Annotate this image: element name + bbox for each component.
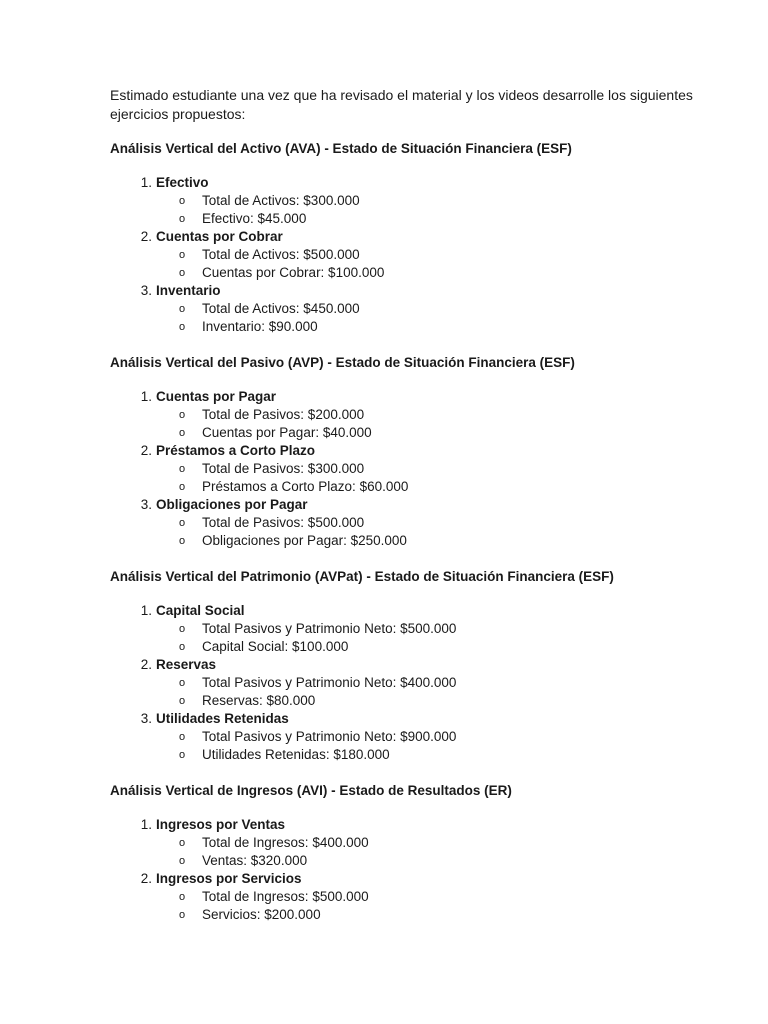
detail-text: Préstamos a Corto Plazo: $60.000 <box>202 479 409 494</box>
detail-item <box>156 834 728 852</box>
detail-list <box>156 514 728 550</box>
detail-text: Reservas: $80.000 <box>202 693 316 708</box>
detail-text: Total de Activos: $500.000 <box>202 247 360 262</box>
detail-text: Total de Ingresos: $500.000 <box>202 889 369 904</box>
detail-item <box>156 246 728 264</box>
circle-bullet-icon: o <box>179 463 186 475</box>
detail-list <box>156 888 728 924</box>
section-title: Análisis Vertical del Pasivo (AVP) - Estado de Situación Financiera (ESF) <box>110 355 575 370</box>
exercise-number: 1. <box>140 817 152 832</box>
circle-bullet-icon: o <box>179 517 186 529</box>
detail-item <box>156 638 728 656</box>
detail-list <box>156 300 728 336</box>
detail-text: Cuentas por Pagar: $40.000 <box>202 425 372 440</box>
exercise-number: 2. <box>140 443 152 458</box>
exercise-item <box>110 816 728 870</box>
circle-bullet-icon: o <box>179 695 186 707</box>
detail-text: Ventas: $320.000 <box>202 853 308 868</box>
exercise-number: 3. <box>140 711 152 726</box>
exercise-number: 2. <box>140 229 152 244</box>
detail-item <box>156 460 728 478</box>
exercise-number: 3. <box>140 497 152 512</box>
detail-text: Total de Pasivos: $500.000 <box>202 515 365 530</box>
detail-text: Obligaciones por Pagar: $250.000 <box>202 533 407 548</box>
detail-text: Total Pasivos y Patrimonio Neto: $500.000 <box>202 621 457 636</box>
detail-list <box>156 834 728 870</box>
section-title: Análisis Vertical del Activo (AVA) - Estado de Situación Financiera (ESF) <box>110 141 572 156</box>
exercise-name: Ingresos por Ventas <box>156 817 286 832</box>
exercise-number: 2. <box>140 657 152 672</box>
detail-item <box>156 300 728 318</box>
circle-bullet-icon: o <box>179 249 186 261</box>
exercise-number: 1. <box>140 175 152 190</box>
detail-item <box>156 888 728 906</box>
circle-bullet-icon: o <box>179 321 186 333</box>
exercise-list <box>110 388 728 550</box>
detail-text: Total de Pasivos: $300.000 <box>202 461 365 476</box>
exercise-heading <box>140 442 728 460</box>
exercise-list <box>110 602 728 764</box>
exercise-list <box>110 816 728 924</box>
exercise-item <box>110 496 728 550</box>
section <box>110 139 728 336</box>
detail-text: Cuentas por Cobrar: $100.000 <box>202 265 385 280</box>
detail-item <box>156 318 728 336</box>
detail-list <box>156 406 728 442</box>
circle-bullet-icon: o <box>179 891 186 903</box>
exercise-name: Préstamos a Corto Plazo <box>156 443 316 458</box>
exercise-heading <box>140 870 728 888</box>
exercise-list <box>110 174 728 336</box>
detail-item <box>156 692 728 710</box>
detail-item <box>156 852 728 870</box>
circle-bullet-icon: o <box>179 409 186 421</box>
exercise-item <box>110 174 728 228</box>
detail-text: Servicios: $200.000 <box>202 907 321 922</box>
detail-item <box>156 620 728 638</box>
detail-text: Efectivo: $45.000 <box>202 211 307 226</box>
exercise-item <box>110 870 728 924</box>
circle-bullet-icon: o <box>179 623 186 635</box>
section <box>110 781 728 924</box>
detail-text: Total Pasivos y Patrimonio Neto: $900.000 <box>202 729 457 744</box>
exercise-item <box>110 282 728 336</box>
circle-bullet-icon: o <box>179 837 186 849</box>
exercise-heading <box>140 710 728 728</box>
circle-bullet-icon: o <box>179 749 186 761</box>
circle-bullet-icon: o <box>179 641 186 653</box>
exercise-item <box>110 602 728 656</box>
exercise-number: 1. <box>140 389 152 404</box>
detail-list <box>156 674 728 710</box>
circle-bullet-icon: o <box>179 267 186 279</box>
exercise-heading <box>140 496 728 514</box>
detail-list <box>156 460 728 496</box>
detail-list <box>156 246 728 282</box>
detail-text: Utilidades Retenidas: $180.000 <box>202 747 390 762</box>
exercise-name: Cuentas por Cobrar <box>156 229 283 244</box>
exercise-heading <box>140 816 728 834</box>
detail-text: Total de Activos: $300.000 <box>202 193 360 208</box>
section-title: Análisis Vertical del Patrimonio (AVPat) - Estado de Situación Financiera (ESF) <box>110 569 614 584</box>
exercise-heading <box>140 656 728 674</box>
detail-item <box>156 532 728 550</box>
exercise-item <box>110 228 728 282</box>
exercise-heading <box>140 228 728 246</box>
section <box>110 567 728 764</box>
detail-item <box>156 406 728 424</box>
circle-bullet-icon: o <box>179 303 186 315</box>
intro-paragraph: Estimado estudiante una vez que ha revisado el material y los videos desarrolle los siguientes ejercicios propuestos: <box>110 87 693 122</box>
exercise-name: Utilidades Retenidas <box>156 711 289 726</box>
exercise-item <box>110 442 728 496</box>
circle-bullet-icon: o <box>179 195 186 207</box>
detail-item <box>156 478 728 496</box>
detail-text: Inventario: $90.000 <box>202 319 318 334</box>
detail-item <box>156 906 728 924</box>
exercise-number: 3. <box>140 283 152 298</box>
exercise-name: Reservas <box>156 657 217 672</box>
exercise-heading <box>140 602 728 620</box>
detail-text: Total de Ingresos: $400.000 <box>202 835 369 850</box>
detail-text: Total de Activos: $450.000 <box>202 301 360 316</box>
exercise-heading <box>140 282 728 300</box>
section-title: Análisis Vertical de Ingresos (AVI) - Estado de Resultados (ER) <box>110 783 512 798</box>
exercise-name: Ingresos por Servicios <box>156 871 302 886</box>
section <box>110 353 728 550</box>
detail-list <box>156 192 728 228</box>
detail-item <box>156 210 728 228</box>
detail-item <box>156 674 728 692</box>
detail-item <box>156 192 728 210</box>
circle-bullet-icon: o <box>179 481 186 493</box>
detail-item <box>156 746 728 764</box>
circle-bullet-icon: o <box>179 427 186 439</box>
circle-bullet-icon: o <box>179 213 186 225</box>
detail-text: Capital Social: $100.000 <box>202 639 349 654</box>
exercise-name: Capital Social <box>156 603 245 618</box>
exercise-item <box>110 388 728 442</box>
circle-bullet-icon: o <box>179 855 186 867</box>
detail-list <box>156 728 728 764</box>
sections-container <box>110 139 728 924</box>
exercise-name: Obligaciones por Pagar <box>156 497 308 512</box>
exercise-item <box>110 656 728 710</box>
detail-text: Total de Pasivos: $200.000 <box>202 407 365 422</box>
detail-item <box>156 728 728 746</box>
circle-bullet-icon: o <box>179 535 186 547</box>
detail-item <box>156 424 728 442</box>
detail-item <box>156 264 728 282</box>
exercise-heading <box>140 174 728 192</box>
exercise-name: Cuentas por Pagar <box>156 389 277 404</box>
circle-bullet-icon: o <box>179 677 186 689</box>
circle-bullet-icon: o <box>179 909 186 921</box>
exercise-item <box>110 710 728 764</box>
exercise-number: 2. <box>140 871 152 886</box>
detail-item <box>156 514 728 532</box>
circle-bullet-icon: o <box>179 731 186 743</box>
exercise-heading <box>140 388 728 406</box>
detail-text: Total Pasivos y Patrimonio Neto: $400.000 <box>202 675 457 690</box>
exercise-number: 1. <box>140 603 152 618</box>
detail-list <box>156 620 728 656</box>
exercise-name: Efectivo <box>156 175 209 190</box>
exercise-name: Inventario <box>156 283 221 298</box>
